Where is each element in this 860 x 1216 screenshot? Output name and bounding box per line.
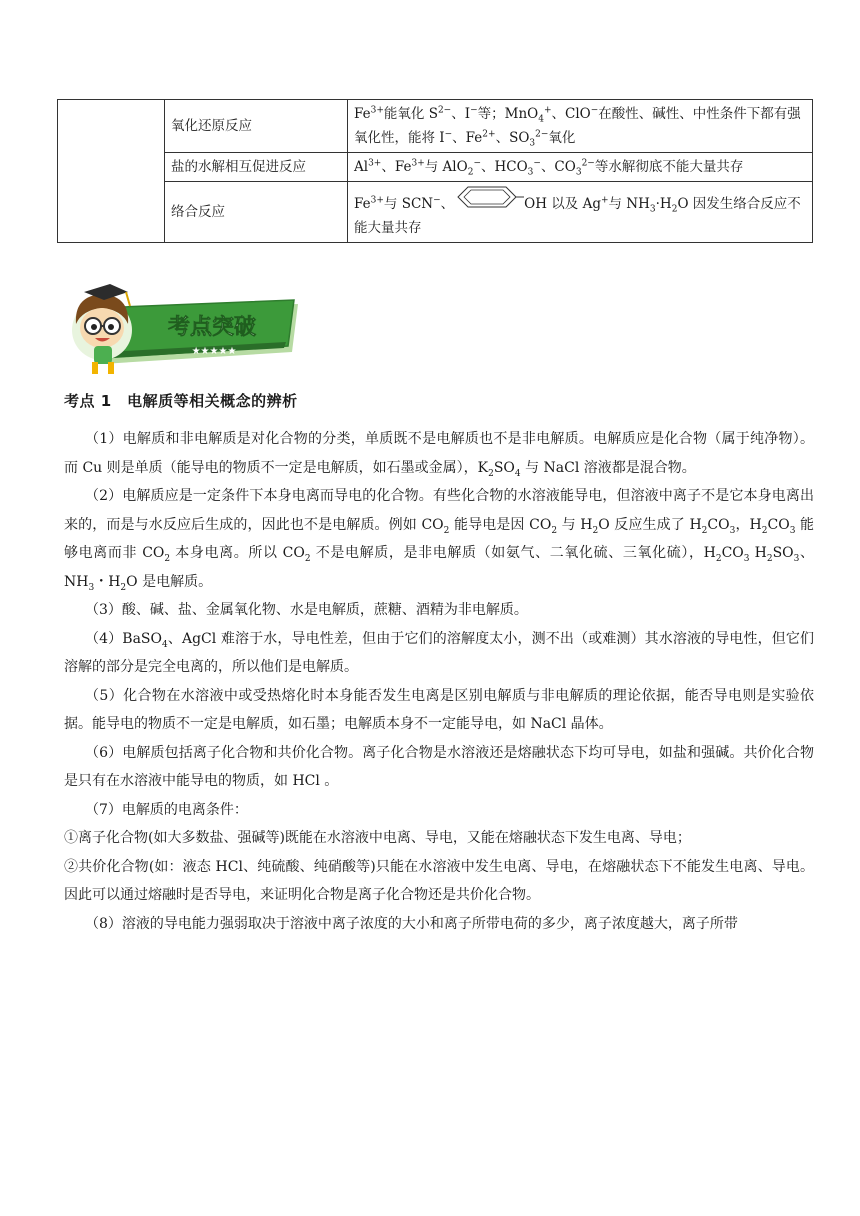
table-cell-empty xyxy=(58,100,165,243)
paragraph: （1）电解质和非电解质是对化合物的分类，单质既不是电解质也不是非电解质。电解质应是化合物（属于纯净物）。而 Cu 则是单质（能导电的物质不一定是电解质，如石墨或金属），$K_2SO_4$ 与 NaCl 溶液都是混合物。 xyxy=(64,431,814,479)
reaction-table xyxy=(57,99,813,243)
paragraph: ②共价化合物(如：液态 HCl、纯硫酸、纯硝酸等)只能在水溶液中发生电离、导电，在熔融状态下不能发生电离、导电。因此可以通过熔融时是否导电，来证明化合物是离子化合物还是共价化合物。 xyxy=(64,858,814,903)
table-cell-type: 络合反应 xyxy=(165,182,348,243)
table-cell-desc: $Al^{3+}$、$Fe^{3+}$与 AlO$_2$−、$HCO_3^-$、$CO_3^{2-}$等水解彻底不能大量共存 xyxy=(348,153,813,182)
section-heading: 考点 1 电解质等相关概念的辨析 xyxy=(64,392,298,410)
paragraph: （2）电解质应是一定条件下本身电离而导电的化合物。有些化合物的水溶液能导电，但溶液中离子不是它本身电离出来的，而是与水反应后生成的，因此也不是电解质。例如 $CO_2$ 能导电是因 $CO_2$ 与 $H_2O$ 反应生成了 $H_2CO_3$，$H_2CO_3$ 能够电离而非 $CO_2$ 本身电离。所以 $CO_2$ 不是电解质，是非电解质（如氨气、二氧化硫、三氧化硫），$H_2CO_3$ $H_2SO_3$、$NH_3$・$H_2O$ 是电解质。 xyxy=(64,488,815,593)
badge-text: 考点突破 xyxy=(167,315,257,340)
table-cell-desc: $Fe^{3+}$能氧化 $S^{2-}$、I−等；MnO$_4$+、ClO−在酸性、碱性、中性条件下都有强氧化性，能将 I−、$Fe^{2+}$、$SO_3^{2-}$氧化 xyxy=(348,100,813,153)
paragraph: （6）电解质包括离子化合物和共价化合物。离子化合物是水溶液还是熔融状态下均可导电，如盐和强碱。共价化合物是只有在水溶液中能导电的物质，如 HCl 。 xyxy=(64,744,814,789)
paragraph: ①离子化合物(如大多数盐、强碱等)既能在水溶液中电离、导电，又能在熔融状态下发生电离、导电； xyxy=(64,830,691,846)
badge-stars: ★★★★★ xyxy=(191,346,237,357)
table-row xyxy=(58,182,813,243)
phenol-ring-icon xyxy=(454,184,524,210)
paragraph: （5）化合物在水溶液中或受热熔化时本身能否发生电离是区别电解质与非电解质的理论依据，能否导电则是实验依据。能导电的物质不一定是电解质，如石墨；电解质本身不一定能导电，如 NaCl 晶体。 xyxy=(64,687,814,732)
table-cell-type: 盐的水解相互促进反应 xyxy=(165,153,348,182)
table-row xyxy=(58,153,813,182)
section-body xyxy=(64,425,814,938)
table-row xyxy=(58,100,813,153)
paragraph: （4）BaSO$_4$、AgCl 难溶于水，导电性差，但由于它们的溶解度太小，测不出（或难测）其水溶液的导电性，但它们溶解的部分是完全电离的，所以他们是电解质。 xyxy=(64,630,814,675)
kaodian-tupo-badge xyxy=(62,282,302,378)
table-cell-desc xyxy=(348,182,813,243)
desc-post: OH 以及 Ag+与 $NH_3\cdot H_2O$ 因发生络合反应不能大量共存 xyxy=(354,195,801,236)
table-cell-type: 氧化还原反应 xyxy=(165,100,348,153)
paragraph: （7）电解质的电离条件： xyxy=(85,801,248,818)
desc-pre: $Fe^{3+}$与 SCN−、 xyxy=(354,195,455,212)
paragraph: （3）酸、碱、盐、金属氧化物、水是电解质，蔗糖、酒精为非电解质。 xyxy=(85,602,528,618)
paragraph: （8）溶液的导电能力强弱取决于溶液中离子浓度的大小和离子所带电荷的多少，离子浓度越大，离子所带 xyxy=(85,915,738,932)
